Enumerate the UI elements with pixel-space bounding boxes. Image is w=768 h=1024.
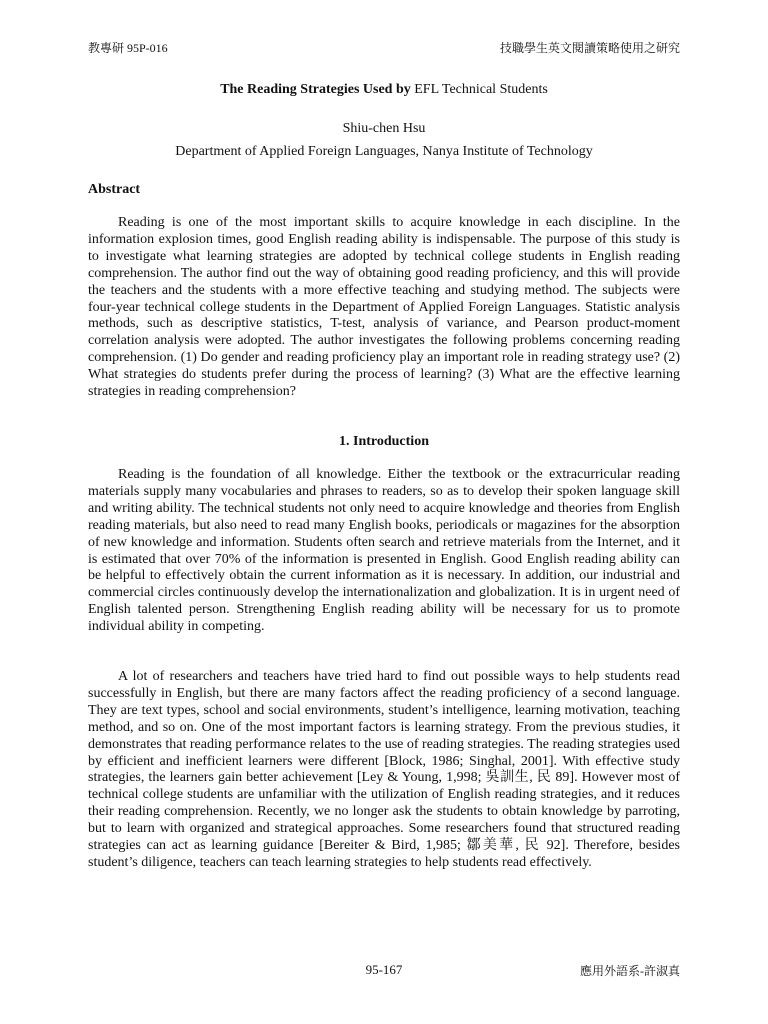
title-normal: EFL Technical Students bbox=[410, 82, 548, 97]
paper-title bbox=[88, 82, 680, 98]
header-code: 教專研 95P-016 bbox=[88, 41, 168, 55]
abstract-text: Reading is one of the most important skills to acquire knowledge in each discipline. In the information explosion times, good English reading ability is indispensable. The purpose of this study is to investigate what learning strategies are adopted by technical college students in English reading comprehension. The author find out the way of obtaining good reading proficiency, and this will provide the teachers and the students with a more effective teaching and studying method. The subjects were four-year technical college students in the Department of Applied Foreign Languages. Statistic analysis methods, such as descriptive statistics, T-test, analysis of variance, and Pearson product-moment correlation analysis were adopted. The author investigates the following problems concerning reading comprehension. (1) Do gender and reading proficiency play an important role in reading strategy use? (2) What strategies do students prefer during the process of learning? (3) What are the effective learning strategies in reading comprehension? bbox=[88, 215, 680, 400]
intro-paragraph-1: Reading is the foundation of all knowledge. Either the textbook or the extracurricular reading materials supply many vocabularies and phrases to readers, so as to develop their spoken language skill and writing ability. The technical students not only need to acquire knowledge and theories from English reading materials, but also need to read many English books, periodicals or magazines for the absorption of new knowledge and information. Students often search and retrieve materials from the Internet, and it is estimated that over 70% of the information is presented in English. Good English reading ability can be helpful to effectively obtain the current information as it is necessary. In addition, our industrial and commercial circles continuously develop the internationalization and globalization. It is in urgent need of English talented person. Strengthening English reading ability will be necessary for us to promote individual ability in competing. bbox=[88, 467, 680, 635]
intro-paragraph-2: A lot of researchers and teachers have tried hard to find out possible ways to help students read successfully in English, but there are many factors affect the reading proficiency of a second language. They are text types, school and social environments, student’s intelligence, learning motivation, teaching method, and so on. One of the most important factors is learning strategy. From the previous studies, it demonstrates that reading performance relates to the use of reading strategies. The reading strategies used by efficient and inefficient learners were different [Block, 1986; Singhal, 2001]. With effective study strategies, the learners gain better achievement [Ley & Young, 1,998; 吳訓生, 民 89]. However most of technical college students are unfamiliar with the utilization of English reading strategies, and it reduces their reading comprehension. Recently, we no longer ask the students to obtain knowledge by parroting, but to learn with organized and strategical approaches. Some researchers found that structured reading strategies can act as learning guidance [Bereiter & Bird, 1,985; 鄒美華, 民 92]. Therefore, besides student’s diligence, teachers can teach learning strategies to help students read effectively. bbox=[88, 669, 680, 870]
abstract-heading: Abstract bbox=[88, 182, 141, 197]
header-title: 技職學生英文閱讀策略使用之研究 bbox=[499, 41, 680, 55]
footer-department: 應用外語系-許淑真 bbox=[580, 964, 680, 978]
paper-page bbox=[88, 0, 680, 1024]
author-affiliation: Department of Applied Foreign Languages, Nanya Institute of Technology bbox=[175, 144, 593, 159]
author-name: Shiu-chen Hsu bbox=[342, 121, 426, 136]
title-bold: The Reading Strategies Used by bbox=[220, 82, 411, 97]
page-number: 95-167 bbox=[365, 962, 403, 977]
section-heading-introduction: 1. Introduction bbox=[339, 434, 429, 449]
